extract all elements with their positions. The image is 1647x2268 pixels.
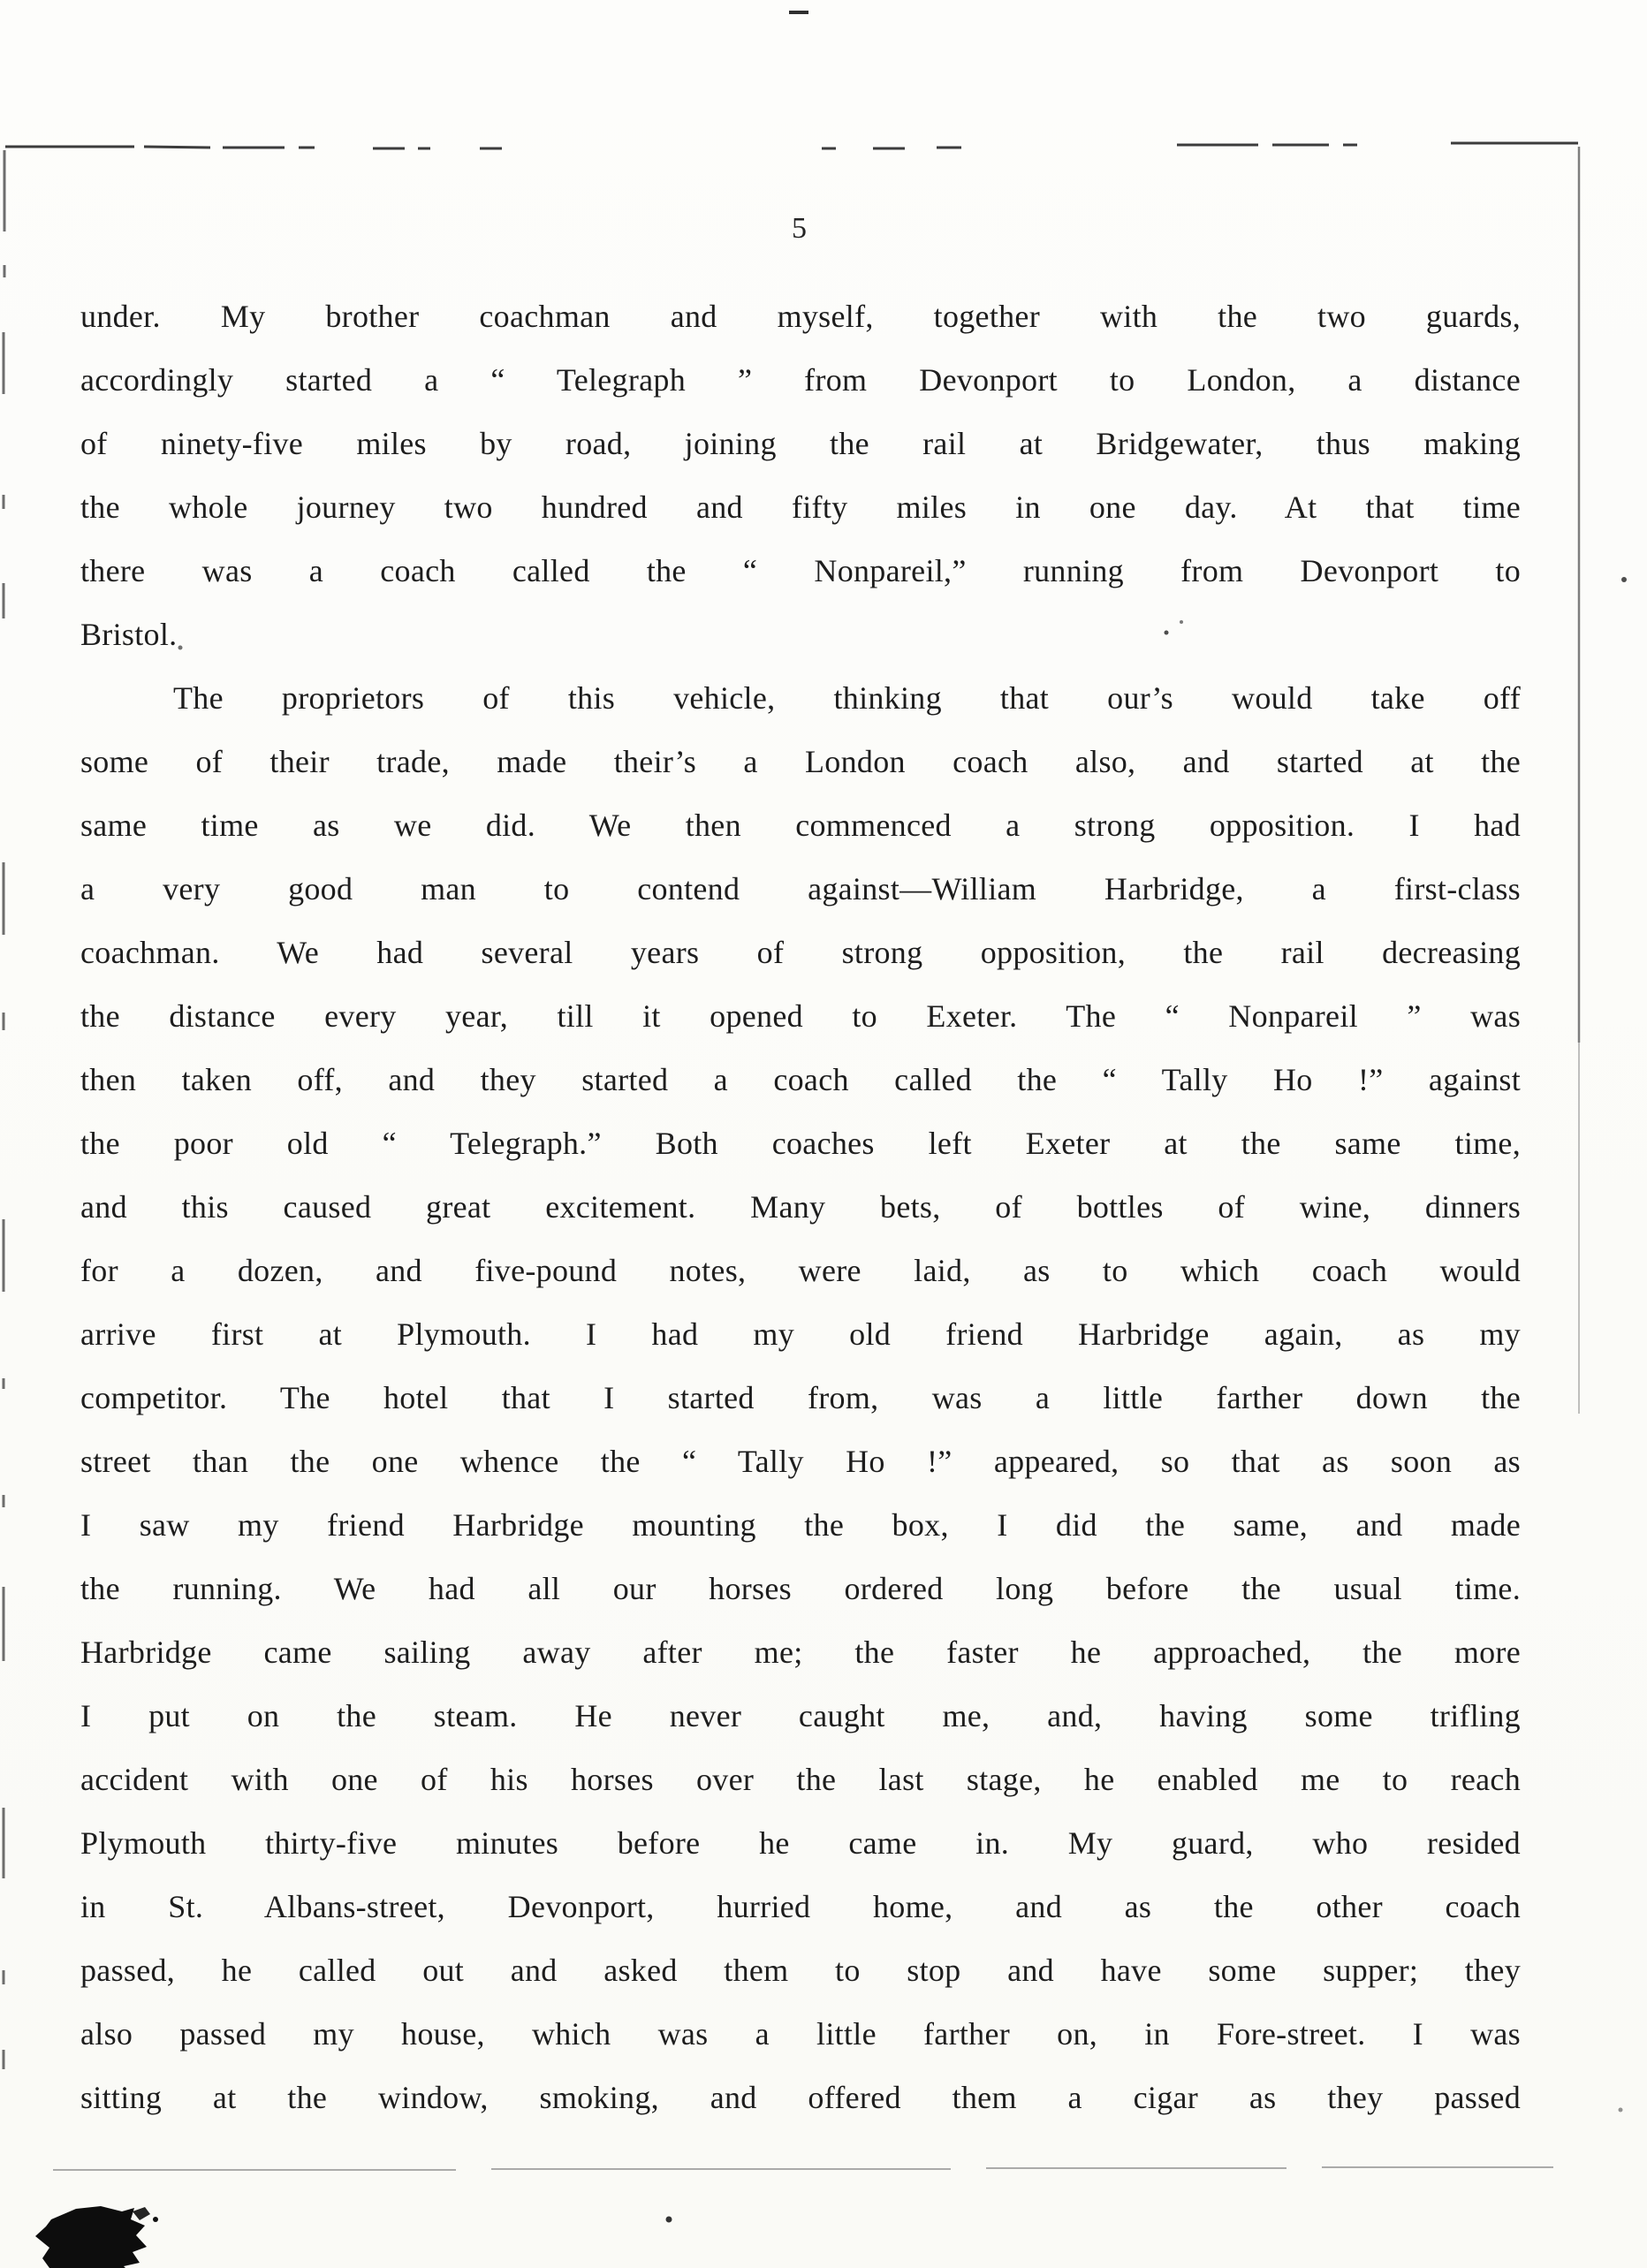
text-line: in St. Albans-street, Devonport, hurried home, and as the other coach <box>80 1889 1521 1924</box>
page-bottom-border <box>53 2167 1553 2170</box>
text-line: under. My brother coachman and myself, together with the two guards, <box>80 299 1521 334</box>
paragraph <box>80 284 1521 666</box>
text-line: passed, he called out and asked them to stop and have some supper; they <box>80 1953 1521 1988</box>
text-line: coachman. We had several years of strong opposition, the rail decreasing <box>80 935 1521 970</box>
text-line: of ninety-five miles by road, joining the rail at Bridgewater, thus making <box>80 426 1521 461</box>
text-line: the poor old “ Telegraph.” Both coaches left Exeter at the same time, <box>80 1126 1521 1161</box>
text-line: the whole journey two hundred and fifty miles in one day. At that time <box>80 489 1521 525</box>
text-line: I saw my friend Harbridge mounting the box, I did the same, and made <box>80 1507 1521 1543</box>
text-line: for a dozen, and five-pound notes, were laid, as to which coach would <box>80 1253 1521 1288</box>
text-line: and this caused great excitement. Many bets, of bottles of wine, dinners <box>80 1189 1521 1225</box>
text-line: the distance every year, till it opened to Exeter. The “ Nonpareil ” was <box>80 998 1521 1034</box>
text-line: Harbridge came sailing away after me; the faster he approached, the more <box>80 1635 1521 1670</box>
text-line: The proprietors of this vehicle, thinking that our’s would take off <box>173 680 1521 716</box>
text-line: competitor. The hotel that I started from, was a little farther down the <box>80 1380 1521 1415</box>
ink-stain <box>35 2206 158 2268</box>
text-line: Bristol. <box>80 617 178 652</box>
page-number: 5 <box>792 212 808 245</box>
text-line: Plymouth thirty-five minutes before he came in. My guard, who resided <box>80 1825 1521 1861</box>
paragraph <box>80 666 1521 2129</box>
page-text <box>80 284 1521 2129</box>
scan-mark-top <box>789 11 808 14</box>
text-line: accordingly started a “ Telegraph ” from Devonport to London, a distance <box>80 362 1521 398</box>
text-line: the running. We had all our horses ordered long before the usual time. <box>80 1571 1521 1606</box>
text-line: same time as we did. We then commenced a strong opposition. I had <box>80 808 1521 843</box>
text-line: sitting at the window, smoking, and offered them a cigar as they passed <box>80 2080 1521 2115</box>
text-line: I put on the steam. He never caught me, and, having some trifling <box>80 1698 1521 1733</box>
text-line: arrive first at Plymouth. I had my old friend Harbridge again, as my <box>80 1316 1521 1352</box>
text-line: a very good man to contend against—William Harbridge, a first-class <box>80 871 1521 906</box>
text-line: there was a coach called the “ Nonpareil,” running from Devonport to <box>80 553 1521 588</box>
page-top-border <box>5 143 1578 148</box>
text-line: then taken off, and they started a coach called the “ Tally Ho !” against <box>80 1062 1521 1097</box>
text-line: some of their trade, made their’s a London coach also, and started at the <box>80 744 1521 779</box>
text-line: street than the one whence the “ Tally Ho !” appeared, so that as soon as <box>80 1444 1521 1479</box>
text-line: also passed my house, which was a little farther on, in Fore-street. I was <box>80 2016 1521 2052</box>
text-line: accident with one of his horses over the last stage, he enabled me to reach <box>80 1762 1521 1797</box>
